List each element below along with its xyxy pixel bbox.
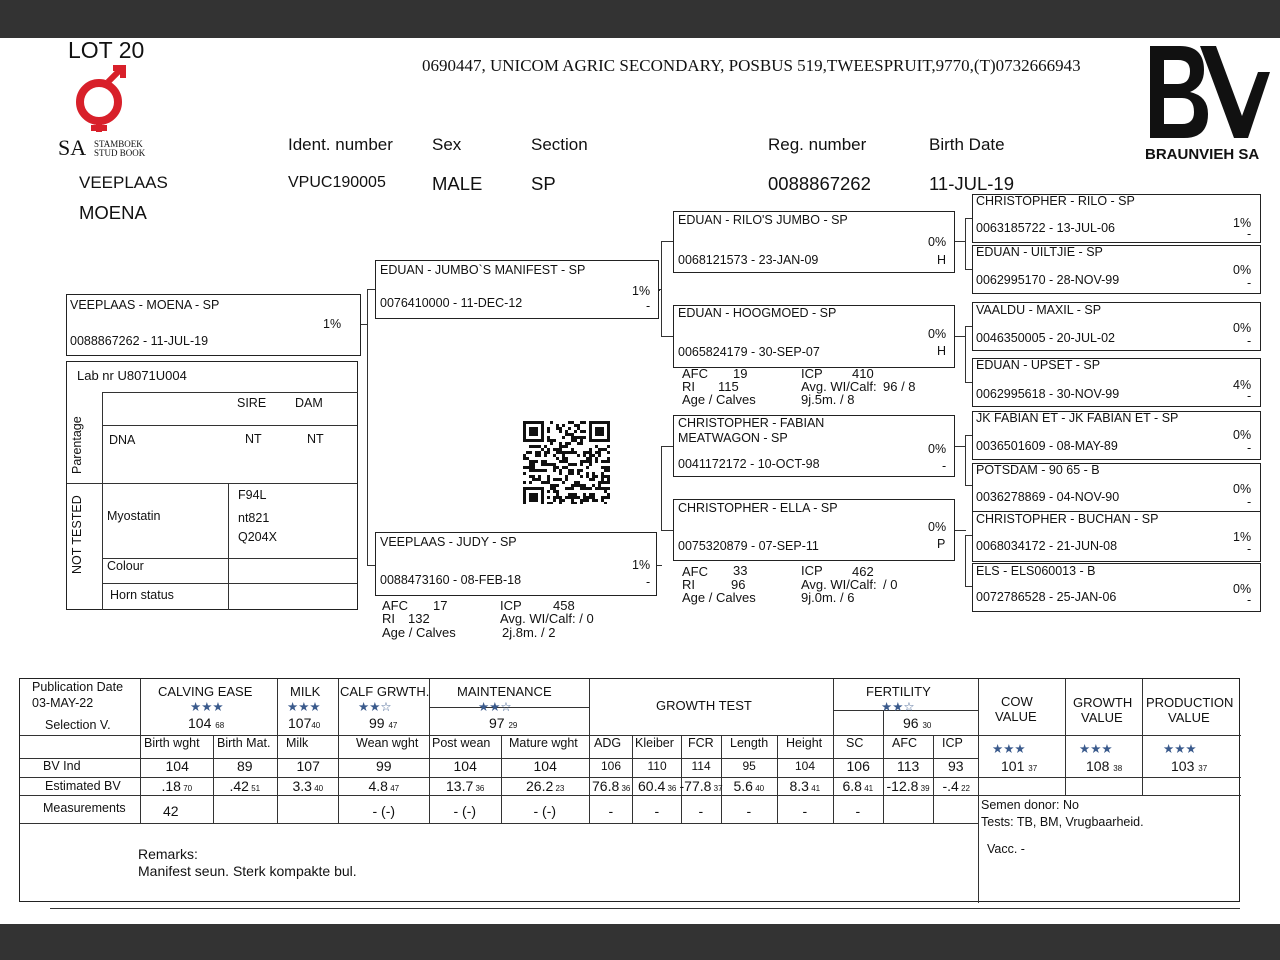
pedigree-dam [375, 532, 657, 596]
measurements-label: Measurements [43, 801, 126, 815]
sex-label: Sex [432, 135, 462, 154]
g5-pct: 0% [1233, 428, 1252, 442]
fertility-stars: ★★☆ [881, 700, 915, 714]
pedigree-subject [66, 294, 361, 356]
estimated-bv-cell: 3.3 40 [292, 778, 324, 794]
bv-ind-cell: 95 [742, 759, 756, 773]
col-post-wean: Post wean [432, 736, 491, 750]
lab-sire-header: SIRE [237, 396, 267, 410]
dam-name: VEEPLAAS - JUDY - SP [380, 535, 517, 549]
dd-age-label: Age / Calves [682, 590, 756, 605]
estimated-bv-cell: 4.8 47 [368, 778, 400, 794]
dd-avg: / 0 [883, 577, 898, 592]
growth-value-header-2: VALUE [1081, 710, 1123, 725]
bv-ind-cell: 107 [296, 758, 320, 774]
lab-number: Lab nr U8071U004 [77, 368, 187, 383]
sire-flag: - [646, 299, 651, 313]
sel-fert-acc: 30 [922, 721, 932, 730]
lot-number: LOT 20 [68, 37, 145, 63]
myostatin-nt821: nt821 [238, 511, 270, 525]
ds-pct: 0% [928, 442, 947, 456]
bv-ind-cell: 104 [165, 758, 189, 774]
lab-info-panel [66, 361, 358, 610]
dam-flag: - [646, 575, 651, 589]
subject-id: 0088867262 - 11-JUL-19 [70, 334, 209, 348]
dna-sire: NT [245, 432, 262, 446]
section-label: Section [531, 135, 588, 154]
g8-name: ELS - ELS060013 - B [976, 564, 1096, 578]
estimated-bv-cell: 13.7 36 [446, 778, 485, 794]
milk-stars: ★★★ [287, 700, 321, 714]
estimated-bv-acc: 41 [861, 784, 874, 793]
estimated-bv-acc: 47 [387, 784, 400, 793]
dam-pct: 1% [632, 558, 651, 572]
dd-name: CHRISTOPHER - ELLA - SP [678, 501, 838, 515]
sex-value: MALE [432, 173, 483, 194]
cow-value-stars: ★★★ [992, 742, 1026, 756]
bv-ind-cell: 89 [237, 758, 253, 774]
estimated-bv-cell: -77.8 37 [679, 778, 723, 794]
estimated-bv-cell: 26.2 23 [526, 778, 565, 794]
col-kleiber: Kleiber [635, 736, 674, 750]
col-birth-mat: Birth Mat. [217, 736, 271, 750]
estimated-bv-acc: 39 [918, 784, 930, 793]
measurement-cell: - [746, 803, 752, 819]
animal-name-line1: VEEPLAAS [79, 173, 168, 192]
sa-logo-line1: STAMBOEK [94, 139, 143, 149]
g2-id: 0062995170 - 28-NOV-99 [976, 273, 1120, 287]
measurement-cell: - (-) [533, 803, 557, 819]
horn-status-label: Horn status [110, 588, 174, 602]
bv-ind-cell: 99 [376, 758, 392, 774]
semen-donor: Semen donor: No [981, 798, 1079, 812]
estimated-bv-acc: 36 [619, 784, 631, 793]
sd-id: 0065824179 - 30-SEP-07 [678, 345, 820, 359]
estimated-bv-cell: 60.4 36 [638, 778, 677, 794]
sd-pct: 0% [928, 327, 947, 341]
estimated-bv-cell: 5.6 40 [733, 778, 765, 794]
estimated-bv-acc: 41 [808, 784, 821, 793]
g3-id: 0046350005 - 20-JUL-02 [976, 331, 1115, 345]
pedigree-ds [673, 415, 955, 477]
ds-id: 0041172172 - 10-OCT-98 [678, 457, 820, 471]
pedigree-g3 [972, 302, 1261, 351]
sd-ri-label: RI [682, 379, 695, 394]
pedigree-sd [673, 305, 955, 368]
col-fcr: FCR [688, 736, 714, 750]
col-adg: ADG [594, 736, 622, 750]
estimated-bv-acc: 40 [752, 784, 765, 793]
pedigree-sire [375, 260, 659, 319]
sd-icp: 410 [852, 366, 874, 381]
sel-maint-acc: 29 [508, 721, 518, 730]
col-mature-wght: Mature wght [509, 736, 578, 750]
bv-ind-cell: 113 [897, 758, 920, 774]
maintenance-stars: ★★☆ [478, 700, 512, 714]
pedigree-g2 [972, 245, 1261, 294]
ds-name2: MEATWAGON - SP [678, 431, 788, 445]
col-height: Height [786, 736, 823, 750]
dam-age: 2j.8m. / 2 [502, 625, 556, 640]
pedigree-g8 [972, 563, 1261, 612]
bv-ind-cell: 114 [691, 759, 711, 773]
sel-calving-acc: 68 [215, 721, 225, 730]
g2-flag: - [1247, 276, 1252, 290]
pedigree-g1 [972, 194, 1261, 243]
myostatin-q204x: Q204X [238, 530, 277, 544]
publication-date: 03-MAY-22 [32, 696, 94, 710]
production-value: 103 [1171, 758, 1195, 774]
estimated-bv-label: Estimated BV [45, 779, 121, 793]
ds-name: CHRISTOPHER - FABIAN [678, 416, 825, 430]
dd-id: 0075320879 - 07-SEP-11 [678, 539, 819, 553]
estimated-bv-acc: 36 [473, 784, 485, 793]
dam-icp-label: ICP [500, 598, 522, 613]
g2-pct: 0% [1233, 263, 1252, 277]
bv-ind-cell: 110 [647, 759, 667, 773]
col-icp: ICP [942, 736, 963, 750]
estimated-bv-acc: 51 [248, 784, 261, 793]
pedigree-ss [673, 211, 955, 273]
bv-ind-cell: 104 [533, 758, 557, 774]
ss-pct: 0% [928, 235, 947, 249]
dd-ri-label: RI [682, 577, 695, 592]
measurement-cell: - [698, 803, 704, 819]
g4-flag: - [1247, 389, 1252, 403]
estimated-bv-acc: 70 [180, 784, 193, 793]
dd-afc: 33 [733, 563, 748, 578]
sd-icp-label: ICP [801, 366, 823, 381]
sel-milk-acc: 40 [311, 721, 321, 730]
g6-name: POTSDAM - 90 65 - B [976, 463, 1100, 477]
calf-growth-header: CALF GRWTH. [340, 684, 430, 699]
col-birth-wght: Birth wght [144, 736, 200, 750]
sd-age: 9j.5m. / 8 [801, 392, 855, 407]
breeding-value-table [19, 678, 1240, 902]
pedigree-g7 [972, 511, 1261, 562]
dna-dam: NT [307, 432, 324, 446]
growth-value: 108 [1086, 758, 1110, 774]
g4-id: 0062995618 - 30-NOV-99 [976, 387, 1120, 401]
tests-info: Tests: TB, BM, Vrugbaarheid. [981, 815, 1144, 829]
dam-afc-label: AFC [382, 598, 408, 613]
animal-name-line2: MOENA [79, 202, 147, 223]
g7-id: 0068034172 - 21-JUN-08 [976, 539, 1118, 553]
g4-pct: 4% [1233, 378, 1252, 392]
growth-value-header-1: GROWTH [1073, 695, 1133, 710]
dam-icp: 458 [553, 598, 575, 613]
g7-flag: - [1247, 542, 1252, 556]
sd-avg-label: Avg. WI/Calf: [801, 379, 877, 394]
production-value-header-2: VALUE [1168, 710, 1210, 725]
col-afc: AFC [892, 736, 917, 750]
estimated-bv-acc: 37 [711, 784, 723, 793]
pedigree-dd [673, 499, 955, 561]
g6-pct: 0% [1233, 482, 1252, 496]
production-value-header-1: PRODUCTION [1146, 695, 1234, 710]
g6-flag: - [1247, 495, 1252, 509]
dd-pct: 0% [928, 520, 947, 534]
bv-ind-cell: 106 [601, 759, 622, 773]
braunvieh-bv-icon [1146, 42, 1272, 146]
reg-value: 0088867262 [768, 173, 871, 194]
parentage-vertical-label: Parentage [70, 416, 84, 474]
g1-flag: - [1247, 227, 1252, 241]
g7-name: CHRISTOPHER - BUCHAN - SP [976, 512, 1159, 526]
calf-growth-stars: ★★☆ [358, 700, 392, 714]
g8-flag: - [1247, 593, 1252, 607]
pedigree-g4 [972, 358, 1261, 407]
estimated-bv-acc: 36 [665, 784, 677, 793]
bv-ind-cell: 93 [948, 758, 964, 774]
breeder-address: 0690447, UNICOM AGRIC SECONDARY, POSBUS 519,TWEESPRUIT,9770,(T)0732666943 [422, 56, 1081, 75]
publication-date-label: Publication Date [32, 680, 124, 694]
braunvieh-name: BRAUNVIEH SA [1145, 146, 1260, 163]
g5-name: JK FABIAN ET - JK FABIAN ET - SP [976, 411, 1179, 425]
dam-id: 0088473160 - 08-FEB-18 [380, 573, 522, 587]
sire-name: EDUAN - JUMBO`S MANIFEST - SP [380, 263, 586, 277]
calving-ease-header: CALVING EASE [158, 684, 253, 699]
ds-flag: - [942, 459, 947, 473]
sel-fert: 96 [903, 715, 919, 731]
sd-age-label: Age / Calves [682, 392, 756, 407]
milk-header: MILK [290, 684, 321, 699]
g1-id: 0063185722 - 13-JUL-06 [976, 221, 1115, 235]
dd-ri: 96 [731, 577, 746, 592]
estimated-bv-cell: -.4 22 [942, 778, 970, 794]
g8-id: 0072786528 - 25-JAN-06 [976, 590, 1117, 604]
birth-label: Birth Date [929, 135, 1005, 154]
remarks-text: Manifest seun. Sterk kompakte bul. [138, 863, 357, 879]
measurement-cell: - [802, 803, 808, 819]
estimated-bv-acc: 22 [958, 784, 970, 793]
estimated-bv-cell: 76.8 36 [592, 778, 631, 794]
sd-afc-label: AFC [682, 366, 708, 381]
studbook-emblem-icon [66, 64, 138, 136]
measurement-cell: - [608, 803, 614, 819]
g8-pct: 0% [1233, 582, 1252, 596]
ss-id: 0068121573 - 23-JAN-09 [678, 253, 819, 267]
col-sc: SC [846, 736, 864, 750]
fertility-header: FERTILITY [866, 684, 931, 699]
col-wean-wght: Wean wght [356, 736, 419, 750]
sa-logo-letters: SA [58, 135, 87, 160]
col-milk: Milk [286, 736, 309, 750]
measurement-cell: - (-) [372, 803, 396, 819]
dd-icp: 462 [852, 564, 874, 579]
measurement-cell: - (-) [453, 803, 477, 819]
dam-ri-label: RI [382, 611, 395, 626]
ss-name: EDUAN - RILO'S JUMBO - SP [678, 213, 848, 227]
dna-label: DNA [109, 433, 136, 447]
top-bar [0, 0, 1280, 38]
sire-pct: 1% [632, 284, 651, 298]
dd-flag: P [937, 537, 946, 551]
dam-afc: 17 [433, 598, 448, 613]
lab-dam-header: DAM [295, 396, 323, 410]
g1-pct: 1% [1233, 216, 1252, 230]
g5-flag: - [1247, 441, 1252, 455]
cow-value-header-1: COW [1001, 694, 1033, 709]
sa-logo-line2: STUD BOOK [94, 148, 146, 158]
cow-value: 101 [1001, 758, 1025, 774]
dam-age-label: Age / Calves [382, 625, 456, 640]
qr-code-icon [523, 421, 610, 504]
growth-test-header: GROWTH TEST [656, 698, 752, 713]
sire-id: 0076410000 - 11-DEC-12 [380, 296, 523, 310]
bottom-bar [0, 924, 1280, 960]
subject-pct: 1% [323, 317, 342, 331]
col-length: Length [730, 736, 769, 750]
sel-milk: 107 [288, 715, 312, 731]
sd-avg: 96 / 8 [883, 379, 916, 394]
measurement-cell: - [855, 803, 861, 819]
bv-ind-label: BV Ind [43, 759, 81, 773]
g5-id: 0036501609 - 08-MAY-89 [976, 439, 1118, 453]
bv-ind-cell: 104 [453, 758, 477, 774]
birth-value: 11-JUL-19 [929, 173, 1015, 194]
estimated-bv-cell: .18 70 [161, 778, 193, 794]
ident-label: Ident. number [288, 135, 393, 154]
myostatin-label: Myostatin [107, 509, 161, 523]
sel-calving: 104 [188, 715, 212, 731]
estimated-bv-cell: .42 51 [229, 778, 261, 794]
g2-name: EDUAN - UILTJIE - SP [976, 245, 1103, 259]
measurement-cell: - [654, 803, 660, 819]
bv-ind-cell: 106 [846, 758, 870, 774]
maintenance-header: MAINTENANCE [457, 684, 552, 699]
subject-name: VEEPLAAS - MOENA - SP [70, 298, 220, 312]
dam-avg: Avg. WI/Calf: / 0 [500, 611, 594, 626]
estimated-bv-cell: -12.8 39 [886, 778, 930, 794]
production-value-acc: 37 [1198, 764, 1208, 773]
g6-id: 0036278869 - 04-NOV-90 [976, 490, 1120, 504]
sel-maint: 97 [489, 715, 505, 731]
not-tested-vertical-label: NOT TESTED [70, 495, 84, 574]
growth-value-stars: ★★★ [1079, 742, 1113, 756]
dd-avg-label: Avg. WI/Calf: [801, 577, 877, 592]
myostatin-f94l: F94L [238, 488, 267, 502]
estimated-bv-cell: 8.3 41 [789, 778, 821, 794]
sd-ri: 115 [718, 379, 739, 394]
cow-value-header-2: VALUE [995, 709, 1037, 724]
reg-label: Reg. number [768, 135, 867, 154]
estimated-bv-acc: 23 [553, 784, 565, 793]
calving-stars: ★★★ [190, 700, 224, 714]
dd-icp-label: ICP [801, 563, 823, 578]
remarks-label: Remarks: [138, 846, 198, 862]
vaccination-info: Vacc. - [987, 842, 1025, 856]
g4-name: EDUAN - UPSET - SP [976, 358, 1101, 372]
cow-value-acc: 37 [1028, 764, 1038, 773]
production-value-stars: ★★★ [1163, 742, 1197, 756]
dd-age: 9j.0m. / 6 [801, 590, 855, 605]
measurement-cell: 42 [163, 803, 179, 819]
sel-calf: 99 [369, 715, 385, 731]
sel-calf-acc: 47 [388, 721, 398, 730]
dam-ri: 132 [408, 611, 430, 626]
estimated-bv-acc: 40 [311, 784, 324, 793]
sd-name: EDUAN - HOOGMOED - SP [678, 306, 837, 320]
pedigree-g6 [972, 463, 1261, 512]
selection-label: Selection V. [45, 718, 111, 732]
g3-pct: 0% [1233, 321, 1252, 335]
ident-value: VPUC190005 [288, 174, 386, 191]
g7-pct: 1% [1233, 530, 1252, 544]
estimated-bv-cell: 6.8 41 [842, 778, 874, 794]
sd-afc: 19 [733, 366, 748, 381]
bv-ind-cell: 104 [795, 759, 816, 773]
sd-flag: H [937, 344, 947, 358]
section-value: SP [531, 173, 556, 194]
ss-flag: H [937, 253, 947, 267]
g3-flag: - [1247, 334, 1252, 348]
growth-value-acc: 38 [1113, 764, 1123, 773]
pedigree-g5 [972, 411, 1261, 460]
colour-label: Colour [107, 559, 144, 573]
g1-name: CHRISTOPHER - RILO - SP [976, 194, 1135, 208]
dd-afc-label: AFC [682, 564, 708, 579]
g3-name: VAALDU - MAXIL - SP [976, 303, 1102, 317]
